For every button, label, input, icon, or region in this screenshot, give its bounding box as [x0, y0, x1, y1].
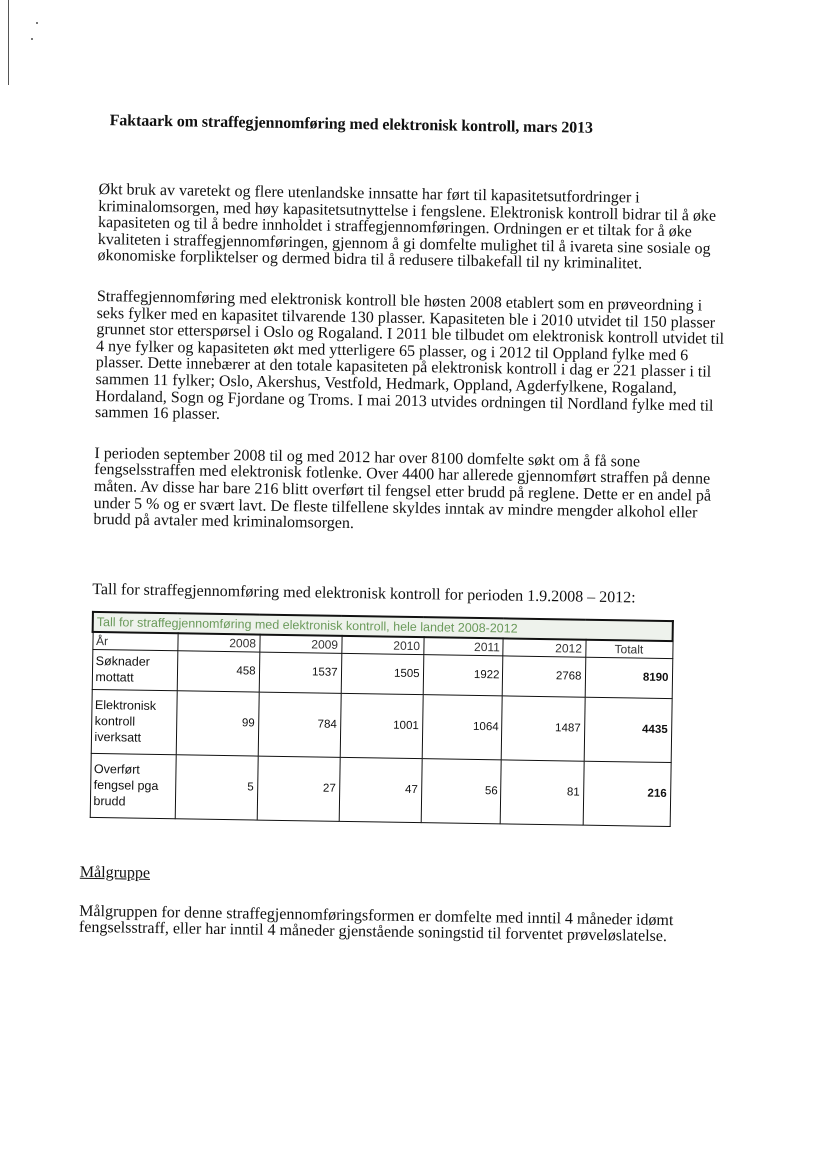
table-header: 2012	[503, 638, 585, 657]
table-row	[90, 753, 671, 826]
table-row	[91, 689, 672, 762]
table-cell: 1064	[422, 694, 503, 759]
table-cell: 458	[177, 650, 260, 691]
table-cell: 1922	[423, 654, 503, 695]
table-header-year: År	[92, 632, 177, 651]
section-heading: Målgruppe	[79, 863, 151, 882]
table-cell: 1001	[340, 693, 423, 758]
body-text	[93, 182, 728, 539]
table-header: 2010	[341, 636, 423, 655]
row-label: Søknader mottatt	[92, 649, 178, 690]
row-label: Overført fengsel pga brudd	[90, 753, 176, 818]
table-caption: Tall for straffegjennomføring med elektronisk kontroll for perioden 1.9.2008 – 2012:	[92, 580, 636, 607]
table-cell: 1505	[341, 653, 424, 694]
scan-edge-line	[8, 0, 9, 85]
scan-speck	[36, 22, 38, 24]
paragraph-1: Økt bruk av varetekt og flere utenlandske innsatte har ført til kapasitetsutfordringer i kriminalomsorgen, med høy kapasitetsutnyttelse i fengslene. Elektronisk kontroll bidrar til å øke kapasiteten og til å bedre innholdet i straffegjennomføringen. Ordningen er et tiltak for å øke kvaliteten i straffegjennomføringen, gjennom å gi domfelte mulighet til å ivareta sine sosiale og økonomiske forpliktelser og dermed bidra til å redusere tilbakefall til ny kriminalitet.	[97, 180, 717, 273]
table-header: 2009	[259, 634, 341, 653]
table-cell: 2768	[503, 656, 586, 697]
section-paragraph: Målgruppen for denne straffegjennomføringsformen er domfelte med inntil 4 måneder idømt fengselsstraff, eller har inntil 4 måneder gjenstående soningstid til forventet prøveløslatelse.	[78, 902, 674, 946]
table-cell: 81	[501, 760, 584, 825]
table-title: Tall for straffegjennomføring med elektronisk kontroll, hele landet 2008-2012	[93, 612, 673, 641]
row-label: Elektronisk kontroll iverksatt	[91, 689, 177, 754]
table-cell-total: 8190	[585, 657, 673, 698]
table-cell: 27	[257, 756, 340, 821]
table-cell: 1487	[502, 696, 585, 761]
table-cell: 784	[258, 692, 341, 757]
table-cell-total: 4435	[584, 697, 672, 762]
table-cell-total: 216	[583, 761, 671, 826]
table-cell: 47	[339, 757, 422, 822]
paragraph-2: Straffegjennomføring med elektronisk kontroll ble høsten 2008 etablert som en prøveordning i seks fylker med en kapasitet tilvarende 130 plasser. Kapasiteten ble i 2010 utvidet til 150 plasser grunnet stor etterspørsel i Oslo og Rogaland. I 2011 ble tilbudet om elektronisk kontroll utvidet til 4 nye fylker og kapasiteten økt med ytterligere 65 plasser, og i 2012 til Oppland fylke med 6 plasser. Dette innebærer at den totale kapasiteten på elektronisk kontroll i dag er 221 plasser i til sammen 11 fylker; Oslo, Akershus, Vestfold, Hedmark, Oppland, Agderfylkene, Rogaland, Hordaland, Sogn og Fjordane og Troms. I mai 2013 utvides ordningen til Nordland fylke med til sammen 16 plasser.	[94, 287, 725, 424]
paragraph-3: I perioden september 2008 til og med 2012 har over 8100 domfelte søkt om å få sone fengselsstraffen med elektronisk fotlenke. Over 4400 har allerede gjennomført straffen på denne måten. Av disse har bare 216 blitt overført til fengsel etter brudd på reglene. Dette er en andel på under 5 % og er svært lavt. De fleste tilfellene skyldes inntak av mindre mengder alkohol eller brudd på avtaler med kriminalomsorgen.	[93, 444, 712, 533]
table-header: 2011	[423, 637, 503, 656]
table-header: 2008	[177, 633, 259, 652]
table-cell: 1537	[259, 652, 342, 693]
document-page	[78, 100, 729, 971]
table-cell: 5	[175, 754, 258, 819]
statistics-table	[89, 611, 674, 827]
table-cell: 99	[176, 690, 259, 755]
document-title: Faktaark om straffegjennomføring med elektronisk kontroll, mars 2013	[109, 112, 594, 137]
table-header-total: Totalt	[585, 639, 672, 658]
scan-speck	[31, 38, 33, 40]
table-cell: 56	[421, 758, 502, 823]
